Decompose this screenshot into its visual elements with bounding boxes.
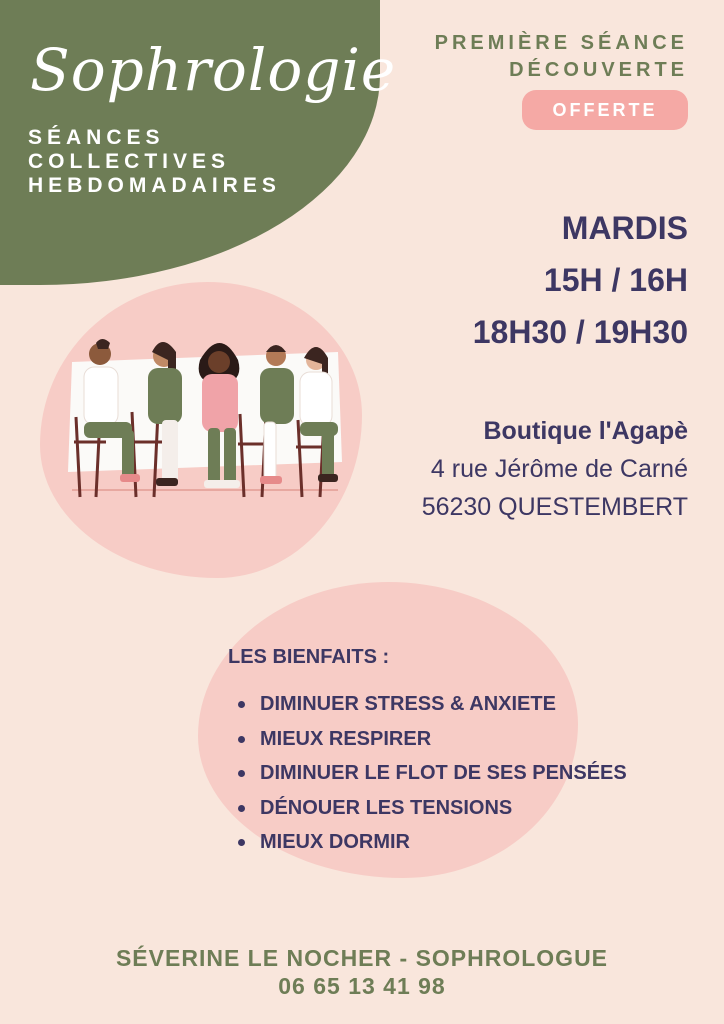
list-item: DÉNOUER LES TENSIONS	[260, 791, 627, 826]
group-session-illustration	[62, 332, 348, 502]
subtitle-line: COLLECTIVES	[28, 150, 231, 173]
address-city: 56230 QUESTEMBERT	[421, 493, 688, 521]
subtitle-line: SÉANCES	[28, 126, 165, 149]
list-item: MIEUX DORMIR	[260, 825, 627, 860]
offer-line-1: PREMIÈRE SÉANCE	[434, 32, 688, 54]
list-item: DIMINUER LE FLOT DE SES PENSÉES	[260, 756, 627, 791]
benefits-title: LES BIENFAITS :	[228, 646, 390, 668]
list-item: DIMINUER STRESS & ANXIETE	[260, 687, 627, 722]
offer-badge: OFFERTE	[522, 90, 688, 130]
address	[422, 412, 688, 526]
schedule-day: MARDIS	[561, 210, 688, 246]
offer-text	[435, 30, 688, 84]
footer	[0, 944, 724, 1000]
benefits-list	[228, 687, 627, 860]
subtitle-line: HEBDOMADAIRES	[28, 174, 281, 197]
address-place: Boutique l'Agapè	[483, 417, 688, 445]
subtitle	[28, 126, 281, 198]
benefits-section	[228, 646, 627, 860]
schedule	[473, 202, 688, 358]
schedule-slot-1: 15H / 16H	[543, 262, 688, 298]
address-street: 4 rue Jérôme de Carné	[430, 455, 688, 483]
schedule-slot-2: 18H30 / 19H30	[472, 314, 688, 350]
offer-line-2: DÉCOUVERTE	[509, 59, 688, 81]
footer-phone: 06 65 13 41 98	[278, 973, 446, 999]
page-title: Sophrologie	[30, 36, 397, 104]
footer-name: SÉVERINE LE NOCHER - SOPHROLOGUE	[115, 945, 609, 971]
list-item: MIEUX RESPIRER	[260, 722, 627, 757]
